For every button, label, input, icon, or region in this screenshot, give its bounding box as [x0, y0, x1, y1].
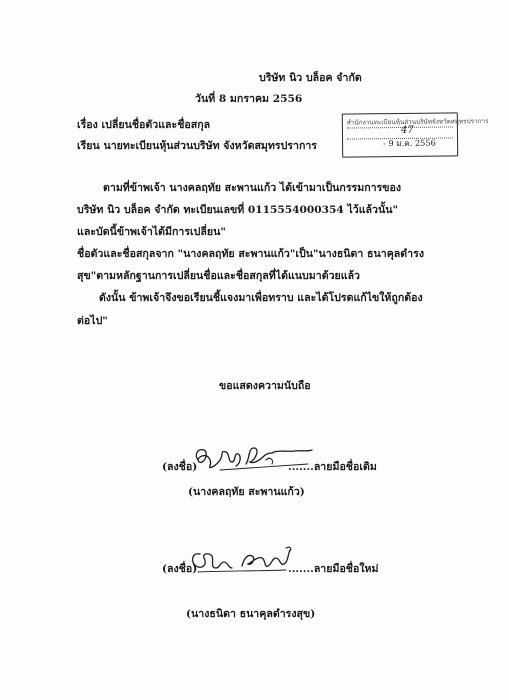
subject-line: เรื่อง เปลี่ยนชื่อตัวและชื่อสกุล: [77, 119, 211, 131]
body-line: ชื่อตัวและชื่อสกุลจาก "นางคลฤทัย สะพานแก้ว"เป็น"นางธนิดา ธนาคุลดำรง: [77, 248, 424, 260]
registration-stamp: [342, 112, 489, 157]
letter-date: วันที่ 8 มกราคม 2556: [195, 93, 303, 105]
closing-text: ขอแสดงความนับถือ: [219, 380, 311, 392]
signature-old-name: (นางคลฤทัย สะพานแก้ว): [188, 486, 305, 498]
signature-old-label: .......ลายมือชื่อเดิม: [288, 461, 377, 473]
signature-new-handwriting: [186, 542, 298, 578]
signature-old-prefix: (ลงชื่อ): [162, 461, 198, 473]
body-line: และบัดนี้ข้าพเจ้าได้มีการเปลี่ยน": [77, 226, 226, 238]
stamp-title: สำนักงานทะเบียนหุ้นส่วนบริษัทจังหวัดสมุทรปราการ: [346, 117, 489, 127]
stamp-divider: [347, 126, 453, 128]
signature-new-label: .......ลายมือชื่อใหม่: [288, 563, 379, 575]
body-line: ดังนั้น ข้าพเจ้าจึงขอเรียนชี้แจงมาเพื่อทราบ และได้โปรดแก้ไขให้ถูกต้อง: [99, 292, 423, 304]
stamp-date: - 9 ม.ค. 2556: [383, 137, 436, 149]
body-line: ตามที่ข้าพเจ้า นางคลฤทัย สะพานแก้ว ได้เข้ามาเป็นกรรมการของ: [103, 182, 402, 194]
signature-new-name: (นางธนิดา ธนาคุลดำรงสุข): [186, 608, 316, 620]
signature-new-prefix: (ลงชื่อ): [162, 563, 198, 575]
recipient-line: เรียน นายทะเบียนหุ้นส่วนบริษัท จังหวัดสมุทรปราการ: [77, 140, 317, 152]
signature-old-handwriting: [190, 440, 318, 476]
stamp-number: 47: [400, 124, 414, 136]
body-line: บริษัท นิว บล็อค จำกัด ทะเบียนเลขที่ 0115554000354 ไว้แล้วนั้น": [77, 204, 398, 216]
body-line: ต่อไป": [77, 315, 108, 327]
company-name: บริษัท นิว บล็อค จำกัด: [259, 72, 362, 84]
body-line: สุข"ตามหลักฐานการเปลี่ยนชื่อและชื่อสกุลที่ได้แนบมาด้วยแล้ว: [77, 270, 361, 282]
